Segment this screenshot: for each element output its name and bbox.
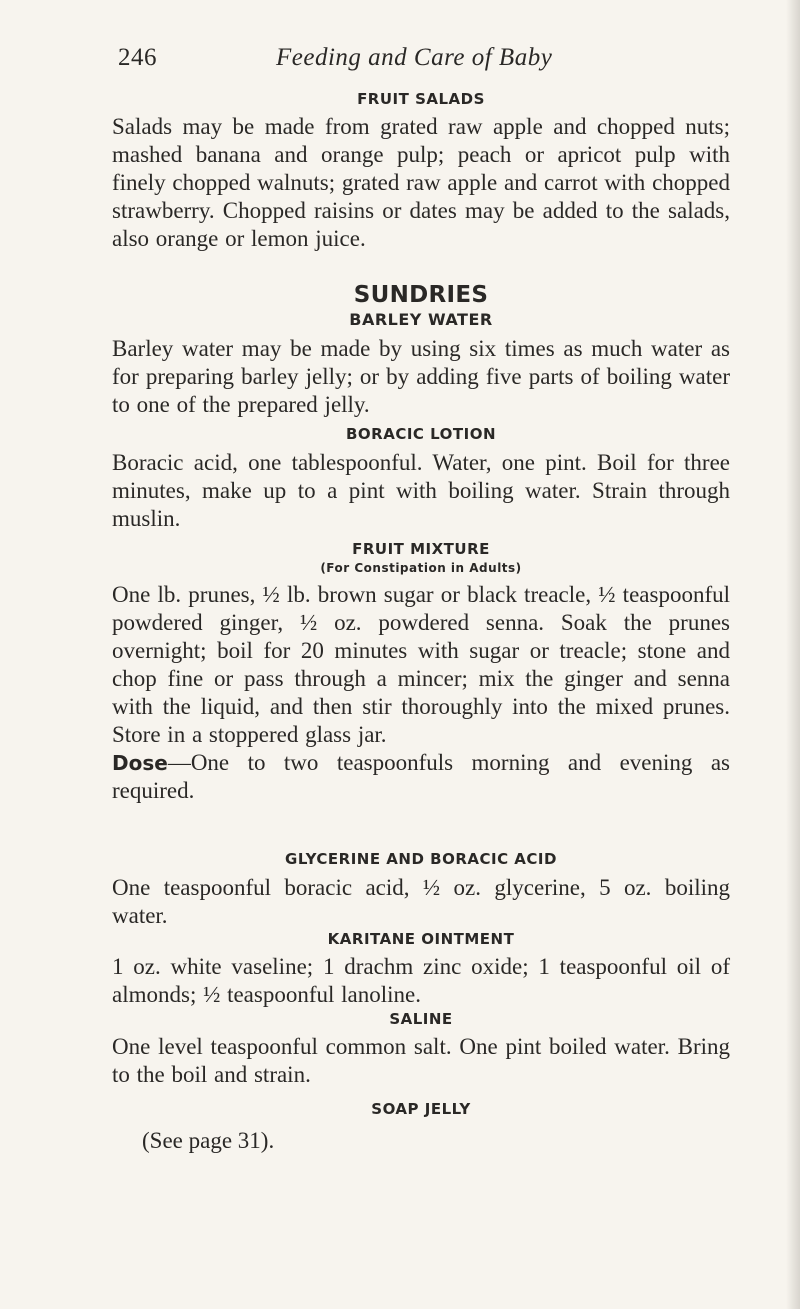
heading-saline: SALINE — [389, 1010, 453, 1028]
page-edge — [786, 0, 800, 1309]
page-number: 246 — [118, 44, 157, 71]
section-karitane — [112, 930, 730, 1009]
text-karitane: 1 oz. white vaseline; 1 drachm zinc oxide; 1 teaspoonful oil of almonds; ½ teaspoonful lanoline. — [112, 954, 730, 1007]
text-fruit-mixture: One lb. prunes, ½ lb. brown sugar or black treacle, ½ teaspoonful powdered ginger, ½ oz. powdered senna. Soak the prunes overnight; boil for 20 minutes with sugar or treacle; stone and chop fine or pass through a mincer; mix the ginger and senna with the liquid, and then stir thoroughly into the mixed prunes. Store in a stoppered glass jar. — [112, 582, 730, 747]
heading-barley-water: BARLEY WATER — [349, 310, 493, 329]
text-soap-jelly: (See page 31). — [142, 1128, 275, 1153]
heading-sundries: SUNDRIES — [353, 282, 489, 308]
running-title: Feeding and Care of Baby — [276, 44, 553, 71]
dose-text: —One to two teaspoonfuls morning and evening as required. — [112, 750, 730, 803]
heading-fruit-mixture: FRUIT MIXTURE — [352, 540, 490, 558]
text-boracic-lotion: Boracic acid, one tablespoonful. Water, one pint. Boil for three minutes, make up to a pint with boiling water. Strain through muslin. — [112, 450, 730, 531]
dose-line — [112, 749, 730, 805]
text-saline: One level teaspoonful common salt. One pint boiled water. Bring to the boil and strain. — [112, 1034, 730, 1087]
text-fruit-salads: Salads may be made from grated raw apple and chopped nuts; mashed banana and orange pulp; peach or apricot pulp with finely chopped walnuts; grated raw apple and carrot with chopped strawberry. Chopped raisins or dates may be added to the salads, also orange or lemon juice. — [112, 114, 730, 251]
heading-glycerine: GLYCERINE AND BORACIC ACID — [285, 850, 557, 868]
subheading-fruit-mixture: (For Constipation in Adults) — [320, 561, 522, 575]
heading-fruit-salads: FRUIT SALADS — [357, 90, 485, 108]
section-saline — [112, 1010, 730, 1089]
section-glycerine — [112, 850, 730, 930]
section-barley-water — [112, 310, 730, 419]
section-soap-jelly — [112, 1100, 730, 1118]
text-barley-water: Barley water may be made by using six times as much water as for preparing barley jelly; or by adding five parts of boiling water to one of the prepared jelly. — [112, 336, 730, 417]
heading-soap-jelly: SOAP JELLY — [371, 1100, 471, 1118]
dose-label: Dose — [112, 751, 168, 775]
section-fruit-salads — [112, 90, 730, 253]
section-sundries — [112, 282, 730, 308]
section-boracic-lotion — [112, 425, 730, 533]
section-fruit-mixture — [112, 540, 730, 805]
page-header — [118, 44, 718, 84]
text-glycerine: One teaspoonful boracic acid, ½ oz. glycerine, 5 oz. boiling water. — [112, 875, 730, 928]
heading-karitane: KARITANE OINTMENT — [327, 930, 515, 948]
heading-boracic-lotion: BORACIC LOTION — [345, 425, 497, 443]
